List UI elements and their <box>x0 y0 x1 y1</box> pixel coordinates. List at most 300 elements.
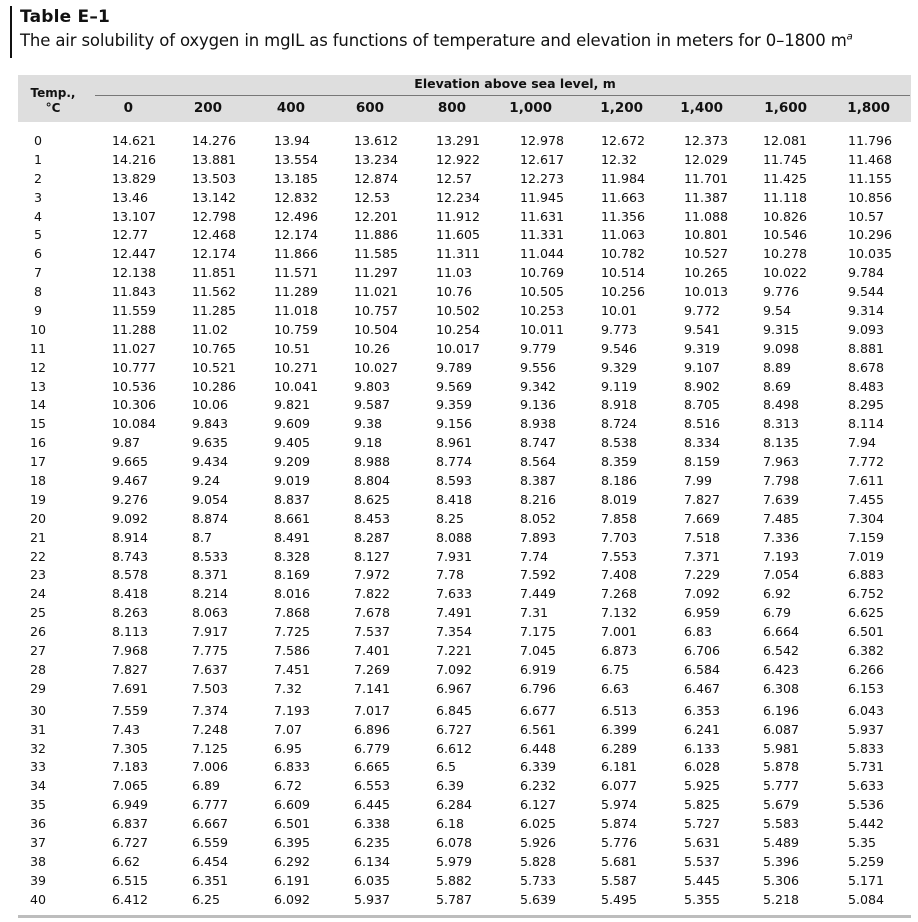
solubility-cell: 6.501 <box>848 624 885 640</box>
solubility-cell: 7.491 <box>436 605 473 621</box>
solubility-cell: 6.727 <box>112 834 149 850</box>
solubility-cell: 5.882 <box>436 872 473 888</box>
table-body <box>18 132 911 910</box>
solubility-cell: 7.193 <box>274 702 311 718</box>
caption-text: The air solubility of oxygen in mgIL as functions of temperature and elevation in meters for 0–1800 m <box>20 31 847 50</box>
temperature-cell: 25 <box>29 605 47 621</box>
solubility-cell: 8.359 <box>601 454 638 470</box>
temperature-cell: 15 <box>29 416 47 432</box>
table-row <box>18 510 911 529</box>
solubility-cell: 7.401 <box>354 643 391 659</box>
solubility-cell: 8.287 <box>354 529 391 545</box>
solubility-cell: 10.286 <box>192 378 237 394</box>
solubility-cell: 6.75 <box>601 661 630 677</box>
elevation-group-header: Elevation above sea level, m <box>414 76 616 91</box>
elevation-column-header: 1,800 <box>847 100 890 116</box>
solubility-cell: 9.569 <box>436 378 473 394</box>
solubility-cell: 12.77 <box>112 227 149 243</box>
solubility-cell: 6.95 <box>274 740 303 756</box>
solubility-cell: 5.979 <box>436 853 473 869</box>
solubility-cell: 6.39 <box>436 778 465 794</box>
solubility-cell: 12.672 <box>601 133 646 148</box>
solubility-cell: 11.03 <box>436 265 473 281</box>
solubility-cell: 9.776 <box>763 284 800 300</box>
solubility-cell: 9.544 <box>848 284 885 300</box>
solubility-cell: 8.498 <box>763 397 800 413</box>
solubility-cell: 9.467 <box>112 473 149 489</box>
solubility-cell: 7.371 <box>684 548 721 564</box>
solubility-cell: 13.234 <box>354 151 399 167</box>
temperature-cell: 11 <box>29 340 47 356</box>
solubility-cell: 11.044 <box>520 246 565 262</box>
solubility-cell: 10.536 <box>112 378 157 394</box>
solubility-cell: 5.306 <box>763 872 800 888</box>
solubility-cell: 7.374 <box>192 702 229 718</box>
solubility-cell: 7.141 <box>354 680 391 696</box>
solubility-cell: 13.554 <box>274 151 319 167</box>
solubility-cell: 7.893 <box>520 529 557 545</box>
solubility-cell: 7.485 <box>763 510 800 526</box>
solubility-cell: 5.583 <box>763 816 800 832</box>
temperature-header-unit: °C <box>45 101 61 115</box>
temperature-cell: 0 <box>33 133 42 148</box>
solubility-cell: 9.136 <box>520 397 557 413</box>
solubility-cell: 7.559 <box>112 702 149 718</box>
solubility-cell: 8.881 <box>848 340 885 356</box>
solubility-cell: 12.174 <box>274 227 319 243</box>
solubility-cell: 8.774 <box>436 454 473 470</box>
solubility-cell: 7.725 <box>274 624 311 640</box>
solubility-cell: 6.078 <box>436 834 473 850</box>
solubility-cell: 11.285 <box>192 303 237 319</box>
solubility-cell: 7.159 <box>848 529 885 545</box>
solubility-cell: 7.054 <box>763 567 800 583</box>
solubility-cell: 6.837 <box>112 816 149 832</box>
solubility-cell: 5.35 <box>848 834 877 850</box>
solubility-cell: 11.021 <box>354 284 399 300</box>
table-caption <box>20 28 853 54</box>
solubility-cell: 6.423 <box>763 661 800 677</box>
temperature-cell: 16 <box>29 435 47 451</box>
elevation-column-header: 1,400 <box>680 100 723 116</box>
solubility-cell: 6.284 <box>436 797 473 813</box>
solubility-cell: 9.821 <box>274 397 311 413</box>
solubility-cell: 7.503 <box>192 680 229 696</box>
solubility-cell: 12.081 <box>763 133 808 148</box>
solubility-cell: 6.5 <box>436 759 457 775</box>
solubility-cell: 5.974 <box>601 797 638 813</box>
temperature-cell: 24 <box>29 586 47 602</box>
solubility-cell: 5.776 <box>601 834 638 850</box>
solubility-cell: 6.266 <box>848 661 885 677</box>
temperature-cell: 30 <box>29 702 47 718</box>
table-row <box>18 529 911 548</box>
solubility-cell: 10.76 <box>436 284 473 300</box>
solubility-cell: 6.513 <box>601 702 638 718</box>
table-row <box>18 378 911 397</box>
table-row <box>18 834 911 853</box>
solubility-cell: 8.837 <box>274 491 311 507</box>
solubility-cell: 12.234 <box>436 189 481 205</box>
solubility-cell: 6.445 <box>354 797 391 813</box>
solubility-cell: 8.263 <box>112 605 149 621</box>
solubility-cell: 11.605 <box>436 227 481 243</box>
solubility-cell: 7.868 <box>274 605 311 621</box>
solubility-cell: 6.412 <box>112 891 149 907</box>
elevation-header-rule <box>95 95 910 96</box>
solubility-cell: 13.612 <box>354 133 399 148</box>
solubility-cell: 7.611 <box>848 473 885 489</box>
solubility-cell: 12.447 <box>112 246 157 262</box>
solubility-cell: 10.514 <box>601 265 646 281</box>
solubility-cell: 6.72 <box>274 778 303 794</box>
solubility-cell: 6.584 <box>684 661 721 677</box>
solubility-cell: 10.777 <box>112 359 157 375</box>
solubility-cell: 7.175 <box>520 624 557 640</box>
temperature-cell: 2 <box>33 170 42 186</box>
solubility-cell: 6.896 <box>354 721 391 737</box>
solubility-cell: 11.945 <box>520 189 565 205</box>
temperature-cell: 5 <box>33 227 42 243</box>
solubility-cell: 8.135 <box>763 435 800 451</box>
solubility-cell: 9.24 <box>192 473 221 489</box>
solubility-cell: 10.801 <box>684 227 729 243</box>
solubility-cell: 5.495 <box>601 891 638 907</box>
solubility-cell: 8.334 <box>684 435 721 451</box>
solubility-cell: 7.798 <box>763 473 800 489</box>
solubility-cell: 10.06 <box>192 397 229 413</box>
solubility-cell: 9.314 <box>848 303 885 319</box>
caption-footnote-mark: a <box>846 31 853 43</box>
solubility-cell: 12.373 <box>684 133 729 148</box>
solubility-cell: 9.156 <box>436 416 473 432</box>
solubility-cell: 7.132 <box>601 605 638 621</box>
table-row <box>18 340 911 359</box>
solubility-cell: 8.578 <box>112 567 149 583</box>
table-row <box>18 283 911 302</box>
solubility-cell: 11.425 <box>763 170 808 186</box>
table-row <box>18 777 911 796</box>
solubility-cell: 10.502 <box>436 303 481 319</box>
temperature-cell: 19 <box>29 491 47 507</box>
solubility-cell: 12.617 <box>520 151 565 167</box>
solubility-cell: 11.02 <box>192 321 229 337</box>
solubility-cell: 6.796 <box>520 680 557 696</box>
solubility-cell: 9.546 <box>601 340 638 356</box>
solubility-cell: 6.382 <box>848 643 885 659</box>
elevation-column-header: 1,600 <box>764 100 807 116</box>
solubility-cell: 7.931 <box>436 548 473 564</box>
table-row <box>18 623 911 642</box>
solubility-cell: 6.235 <box>354 834 391 850</box>
solubility-cell: 12.32 <box>601 151 638 167</box>
table-row <box>18 472 911 491</box>
solubility-cell: 7.633 <box>436 586 473 602</box>
table-title-block <box>10 6 853 58</box>
solubility-cell: 9.789 <box>436 359 473 375</box>
temperature-cell: 18 <box>29 473 47 489</box>
solubility-cell: 6.308 <box>763 680 800 696</box>
solubility-cell: 7.775 <box>192 643 229 659</box>
solubility-cell: 12.174 <box>192 246 237 262</box>
solubility-cell: 9.609 <box>274 416 311 432</box>
solubility-cell: 6.79 <box>763 605 792 621</box>
solubility-cell: 9.315 <box>763 321 800 337</box>
solubility-cell: 7.858 <box>601 510 638 526</box>
solubility-cell: 6.028 <box>684 759 721 775</box>
solubility-cell: 10.757 <box>354 303 399 319</box>
solubility-cell: 7.637 <box>192 661 229 677</box>
solubility-cell: 8.89 <box>763 359 792 375</box>
solubility-cell: 5.587 <box>601 872 638 888</box>
solubility-cell: 5.981 <box>763 740 800 756</box>
solubility-cell: 9.107 <box>684 359 721 375</box>
solubility-cell: 6.351 <box>192 872 229 888</box>
solubility-cell: 11.118 <box>763 189 808 205</box>
solubility-cell: 10.011 <box>520 321 565 337</box>
solubility-cell: 6.25 <box>192 891 221 907</box>
solubility-cell: 7.045 <box>520 643 557 659</box>
solubility-cell: 6.665 <box>354 759 391 775</box>
temperature-cell: 17 <box>29 454 47 470</box>
solubility-cell: 6.515 <box>112 872 149 888</box>
solubility-cell: 14.216 <box>112 151 157 167</box>
solubility-cell: 5.926 <box>520 834 557 850</box>
solubility-cell: 6.133 <box>684 740 721 756</box>
solubility-cell: 9.098 <box>763 340 800 356</box>
solubility-cell: 6.873 <box>601 643 638 659</box>
solubility-cell: 7.639 <box>763 491 800 507</box>
solubility-cell: 9.359 <box>436 397 473 413</box>
solubility-cell: 5.218 <box>763 891 800 907</box>
temperature-cell: 14 <box>29 397 47 413</box>
solubility-cell: 8.295 <box>848 397 885 413</box>
solubility-cell: 6.181 <box>601 759 638 775</box>
elevation-column-header: 600 <box>355 100 384 116</box>
solubility-cell: 9.803 <box>354 378 391 394</box>
solubility-cell: 7.125 <box>192 740 229 756</box>
solubility-cell: 8.961 <box>436 435 473 451</box>
solubility-cell: 12.832 <box>274 189 319 205</box>
solubility-cell: 8.491 <box>274 529 311 545</box>
solubility-cell: 6.706 <box>684 643 721 659</box>
solubility-cell: 8.127 <box>354 548 391 564</box>
solubility-cell: 8.016 <box>274 586 311 602</box>
solubility-cell: 8.114 <box>848 416 885 432</box>
solubility-cell: 6.542 <box>763 643 800 659</box>
solubility-cell: 5.874 <box>601 816 638 832</box>
solubility-cell: 9.405 <box>274 435 311 451</box>
solubility-cell: 8.804 <box>354 473 391 489</box>
solubility-cell: 7.669 <box>684 510 721 526</box>
temperature-cell: 3 <box>33 189 42 205</box>
solubility-cell: 12.874 <box>354 170 399 186</box>
solubility-cell: 7.963 <box>763 454 800 470</box>
solubility-cell: 5.396 <box>763 853 800 869</box>
solubility-cell: 6.338 <box>354 816 391 832</box>
table-row <box>18 661 911 680</box>
solubility-cell: 13.881 <box>192 151 237 167</box>
solubility-cell: 6.035 <box>354 872 391 888</box>
solubility-cell: 11.297 <box>354 265 399 281</box>
solubility-cell: 5.833 <box>848 740 885 756</box>
solubility-cell: 5.171 <box>848 872 885 888</box>
solubility-cell: 10.256 <box>601 284 646 300</box>
solubility-cell: 5.925 <box>684 778 721 794</box>
solubility-cell: 8.019 <box>601 491 638 507</box>
solubility-cell: 6.092 <box>274 891 311 907</box>
solubility-cell: 10.084 <box>112 416 157 432</box>
solubility-cell: 5.681 <box>601 853 638 869</box>
solubility-cell: 12.496 <box>274 208 319 224</box>
solubility-cell: 8.328 <box>274 548 311 564</box>
solubility-cell: 11.289 <box>274 284 319 300</box>
solubility-cell: 8.988 <box>354 454 391 470</box>
table-row <box>18 585 911 604</box>
solubility-cell: 7.592 <box>520 567 557 583</box>
solubility-cell: 7.408 <box>601 567 638 583</box>
solubility-cell: 5.937 <box>848 721 885 737</box>
solubility-cell: 12.468 <box>192 227 237 243</box>
solubility-cell: 6.127 <box>520 797 557 813</box>
solubility-cell: 5.259 <box>848 853 885 869</box>
solubility-cell: 7.065 <box>112 778 149 794</box>
solubility-cell: 6.949 <box>112 797 149 813</box>
solubility-cell: 11.663 <box>601 189 646 205</box>
solubility-cell: 5.731 <box>848 759 885 775</box>
solubility-cell: 5.445 <box>684 872 721 888</box>
solubility-cell: 9.87 <box>112 435 141 451</box>
solubility-cell: 8.483 <box>848 378 885 394</box>
solubility-cell: 9.54 <box>763 303 792 319</box>
solubility-cell: 5.679 <box>763 797 800 813</box>
solubility-cell: 9.329 <box>601 359 638 375</box>
solubility-cell: 13.142 <box>192 189 237 205</box>
temperature-cell: 1 <box>33 151 42 167</box>
solubility-cell: 9.276 <box>112 491 149 507</box>
table-row <box>18 264 911 283</box>
table-label: Table E–1 <box>20 7 111 27</box>
solubility-cell: 12.57 <box>436 170 473 186</box>
temperature-cell: 21 <box>29 529 47 545</box>
solubility-cell: 6.727 <box>436 721 473 737</box>
solubility-cell: 8.387 <box>520 473 557 489</box>
solubility-cell: 10.57 <box>848 208 885 224</box>
solubility-cell: 7.269 <box>354 661 391 677</box>
solubility-cell: 6.153 <box>848 680 885 696</box>
solubility-cell: 10.521 <box>192 359 237 375</box>
solubility-cell: 8.516 <box>684 416 721 432</box>
solubility-cell: 8.214 <box>192 586 229 602</box>
solubility-cell: 7.001 <box>601 624 638 640</box>
solubility-cell: 7.193 <box>763 548 800 564</box>
table-row <box>18 208 911 227</box>
solubility-cell: 9.665 <box>112 454 149 470</box>
solubility-cell: 6.63 <box>601 680 630 696</box>
solubility-cell: 9.843 <box>192 416 229 432</box>
solubility-cell: 7.336 <box>763 529 800 545</box>
solubility-cell: 9.556 <box>520 359 557 375</box>
solubility-cell: 6.779 <box>354 740 391 756</box>
solubility-cell: 10.278 <box>763 246 808 262</box>
solubility-cell: 7.917 <box>192 624 229 640</box>
solubility-cell: 6.043 <box>848 702 885 718</box>
solubility-cell: 7.822 <box>354 586 391 602</box>
solubility-cell: 6.232 <box>520 778 557 794</box>
solubility-cell: 9.054 <box>192 491 229 507</box>
solubility-cell: 6.777 <box>192 797 229 813</box>
solubility-cell: 10.759 <box>274 321 319 337</box>
solubility-cell: 6.196 <box>763 702 800 718</box>
solubility-cell: 7.354 <box>436 624 473 640</box>
solubility-cell: 8.678 <box>848 359 885 375</box>
solubility-cell: 8.25 <box>436 510 465 526</box>
solubility-cell: 6.833 <box>274 759 311 775</box>
solubility-cell: 9.635 <box>192 435 229 451</box>
table-row <box>18 302 911 321</box>
solubility-cell: 7.32 <box>274 680 303 696</box>
temperature-cell: 34 <box>29 778 47 794</box>
solubility-cell: 12.273 <box>520 170 565 186</box>
table-row <box>18 170 911 189</box>
solubility-cell: 8.938 <box>520 416 557 432</box>
solubility-cell: 7.968 <box>112 643 149 659</box>
solubility-cell: 6.289 <box>601 740 638 756</box>
solubility-cell: 11.027 <box>112 340 157 356</box>
table-row <box>18 740 911 759</box>
solubility-cell: 6.448 <box>520 740 557 756</box>
temperature-cell: 23 <box>29 567 47 583</box>
table-row <box>18 434 911 453</box>
temperature-cell: 29 <box>29 680 47 696</box>
table-row <box>18 132 911 151</box>
solubility-cell: 11.984 <box>601 170 646 186</box>
solubility-cell: 10.765 <box>192 340 237 356</box>
solubility-cell: 5.537 <box>684 853 721 869</box>
solubility-cell: 11.063 <box>601 227 646 243</box>
solubility-cell: 8.593 <box>436 473 473 489</box>
solubility-cell: 11.088 <box>684 208 729 224</box>
solubility-cell: 6.667 <box>192 816 229 832</box>
solubility-cell: 7.772 <box>848 454 885 470</box>
temperature-cell: 4 <box>33 208 42 224</box>
solubility-cell: 11.311 <box>436 246 481 262</box>
solubility-cell: 6.292 <box>274 853 311 869</box>
solubility-cell: 11.571 <box>274 265 319 281</box>
solubility-cell: 7.451 <box>274 661 311 677</box>
solubility-cell: 11.701 <box>684 170 729 186</box>
solubility-cell: 8.743 <box>112 548 149 564</box>
solubility-cell: 9.772 <box>684 303 721 319</box>
solubility-cell: 10.271 <box>274 359 319 375</box>
solubility-cell: 7.305 <box>112 740 149 756</box>
solubility-cell: 5.639 <box>520 891 557 907</box>
solubility-cell: 14.621 <box>112 133 157 148</box>
solubility-cell: 6.395 <box>274 834 311 850</box>
table-row <box>18 604 911 623</box>
solubility-cell: 7.229 <box>684 567 721 583</box>
solubility-cell: 6.339 <box>520 759 557 775</box>
solubility-cell: 13.829 <box>112 170 157 186</box>
temperature-cell: 12 <box>29 359 47 375</box>
solubility-cell: 12.138 <box>112 265 157 281</box>
solubility-cell: 10.856 <box>848 189 893 205</box>
solubility-cell: 9.587 <box>354 397 391 413</box>
solubility-cell: 6.087 <box>763 721 800 737</box>
solubility-cell: 11.912 <box>436 208 481 224</box>
solubility-cell: 6.077 <box>601 778 638 794</box>
solubility-cell: 6.561 <box>520 721 557 737</box>
